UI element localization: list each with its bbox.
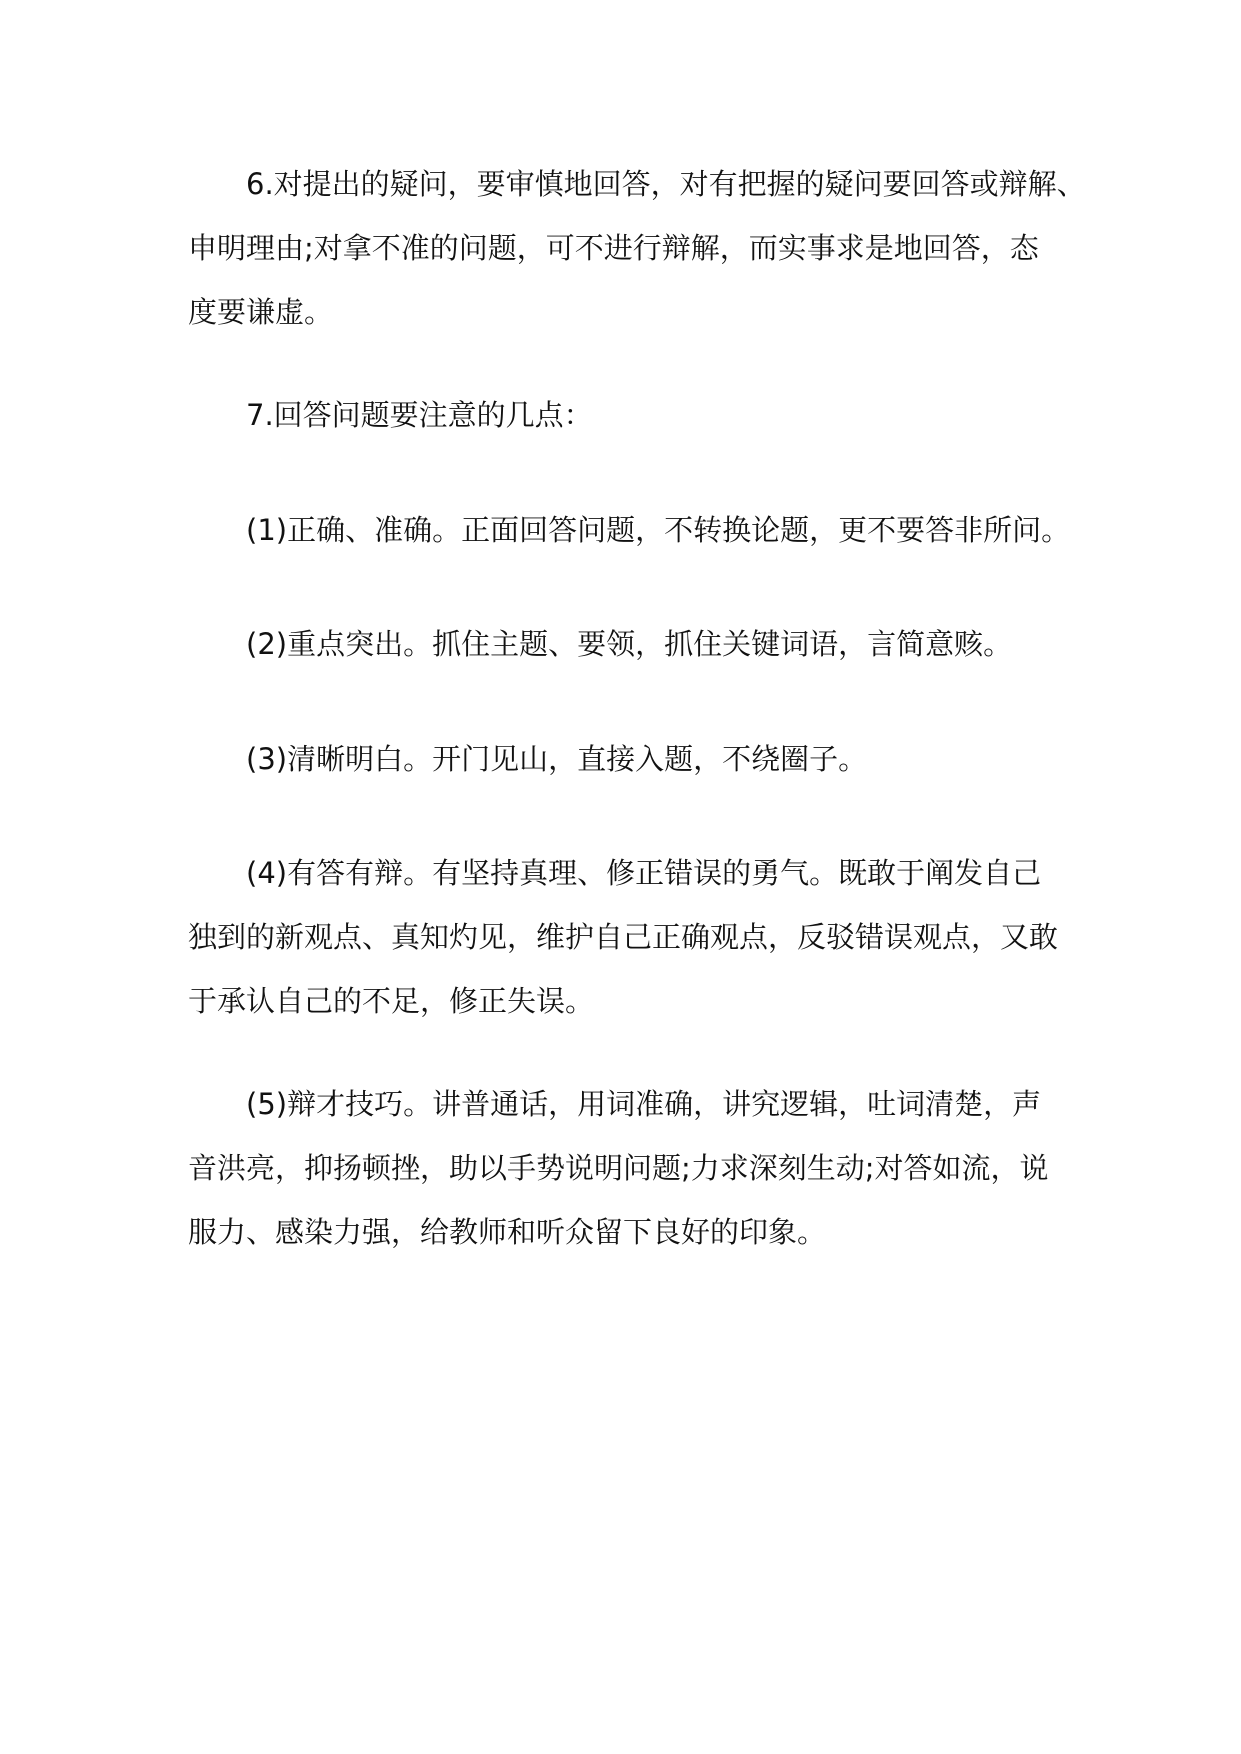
- paragraph-line: (5)辩才技巧。讲普通话，用词准确，讲究逻辑，吐词清楚，声: [246, 1087, 1042, 1121]
- paragraph-line: 服力、感染力强，给教师和听众留下良好的印象。: [188, 1215, 827, 1249]
- paragraph-7-4: [188, 841, 1068, 1033]
- paragraph-line: 6.对提出的疑问，要审慎地回答，对有把握的疑问要回答或辩解、: [246, 167, 1086, 201]
- paragraph-7: [188, 383, 1068, 447]
- paragraph-7-1: [188, 498, 1071, 562]
- paragraph-line: 独到的新观点、真知灼见，维护自己正确观点，反驳错误观点，又敢: [188, 920, 1059, 954]
- paragraph-line: 音洪亮，抑扬顿挫，助以手势说明问题;力求深刻生动;对答如流，说: [188, 1151, 1049, 1185]
- paragraph-line: 7.回答问题要注意的几点：: [246, 398, 593, 432]
- paragraph-line: (2)重点突出。抓住主题、要领，抓住关键词语，言简意赅。: [246, 627, 1013, 661]
- paragraph-line: (4)有答有辩。有坚持真理、修正错误的勇气。既敢于阐发自己: [246, 856, 1042, 890]
- paragraph-6: [188, 152, 1086, 344]
- paragraph-7-3: [188, 727, 1068, 791]
- paragraph-line: 度要谦虚。: [188, 295, 334, 329]
- paragraph-line: (1)正确、准确。正面回答问题，不转换论题，更不要答非所问。: [246, 513, 1071, 547]
- paragraph-7-2: [188, 612, 1068, 676]
- paragraph-line: 申明理由;对拿不准的问题，可不进行辩解，而实事求是地回答，态: [188, 231, 1039, 265]
- paragraph-line: (3)清晰明白。开门见山，直接入题，不绕圈子。: [246, 742, 868, 776]
- paragraph-line: 于承认自己的不足，修正失误。: [188, 984, 595, 1018]
- paragraph-7-5: [188, 1072, 1068, 1264]
